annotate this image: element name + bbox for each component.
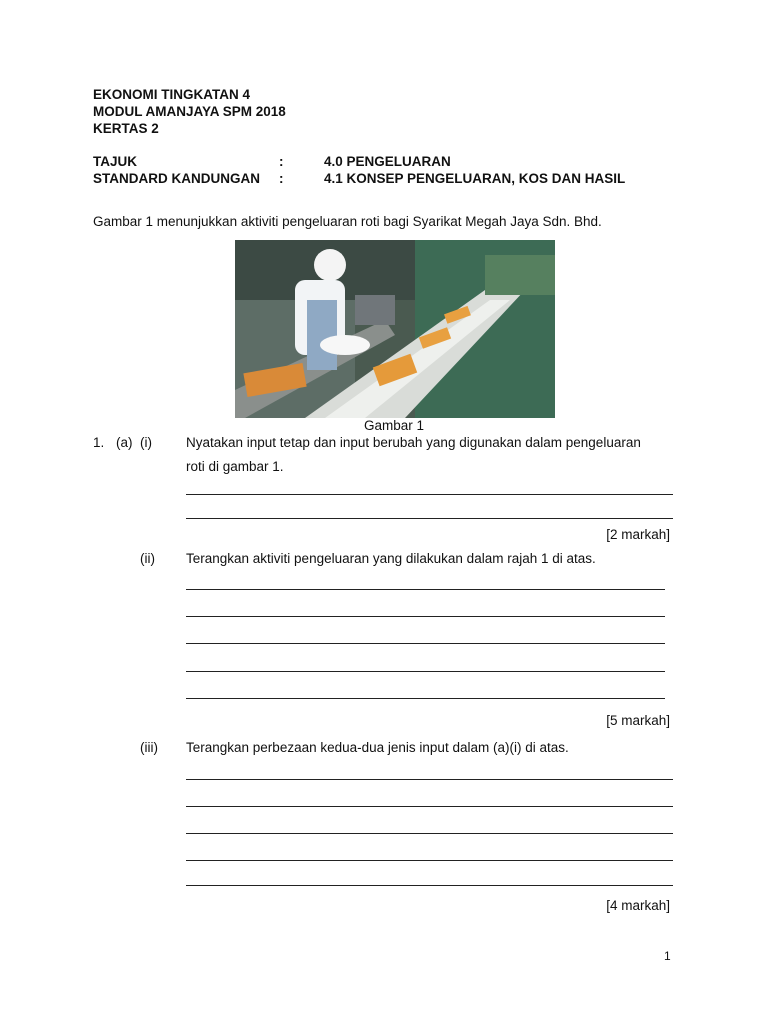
question-iii-text: Terangkan perbezaan kedua-dua jenis input dalam (a)(i) di atas. (186, 740, 569, 755)
intro-text: Gambar 1 menunjukkan aktiviti pengeluaran roti bagi Syarikat Megah Jaya Sdn. Bhd. (93, 214, 602, 229)
question-part-a: (a) (116, 435, 133, 450)
question-i-text-1: Nyatakan input tetap dan input berubah yang digunakan dalam pengeluaran (186, 435, 641, 450)
question-number: 1. (93, 435, 105, 450)
question-iii-marks: [4 markah] (606, 898, 670, 913)
question-ii-text: Terangkan aktiviti pengeluaran yang dilakukan dalam rajah 1 di atas. (186, 551, 596, 566)
standard-label: STANDARD KANDUNGAN (93, 171, 260, 186)
answer-line[interactable] (186, 806, 673, 807)
question-i-text-2: roti di gambar 1. (186, 459, 284, 474)
answer-line[interactable] (186, 494, 673, 495)
standard-colon: : (279, 171, 284, 186)
answer-line[interactable] (186, 860, 673, 861)
answer-line[interactable] (186, 671, 665, 672)
answer-line[interactable] (186, 833, 673, 834)
question-i-label: (i) (140, 435, 152, 450)
answer-line[interactable] (186, 616, 665, 617)
production-photo (235, 240, 555, 418)
page-number: 1 (664, 949, 671, 963)
answer-line[interactable] (186, 518, 673, 519)
topic-label: TAJUK (93, 154, 138, 169)
answer-line[interactable] (186, 643, 665, 644)
header-paper: KERTAS 2 (93, 121, 159, 136)
question-ii-marks: [5 markah] (606, 713, 670, 728)
question-ii-label: (ii) (140, 551, 155, 566)
topic-value: 4.0 PENGELUARAN (324, 154, 451, 169)
question-iii-label: (iii) (140, 740, 158, 755)
figure-caption: Gambar 1 (364, 418, 425, 433)
answer-line[interactable] (186, 779, 673, 780)
topic-colon: : (279, 154, 284, 169)
standard-value: 4.1 KONSEP PENGELUARAN, KOS DAN HASIL (324, 171, 626, 186)
answer-line[interactable] (186, 698, 665, 699)
answer-line[interactable] (186, 589, 665, 590)
answer-line[interactable] (186, 885, 673, 886)
header-module: MODUL AMANJAYA SPM 2018 (93, 104, 286, 119)
question-i-marks: [2 markah] (606, 527, 670, 542)
header-subject: EKONOMI TINGKATAN 4 (93, 87, 250, 102)
